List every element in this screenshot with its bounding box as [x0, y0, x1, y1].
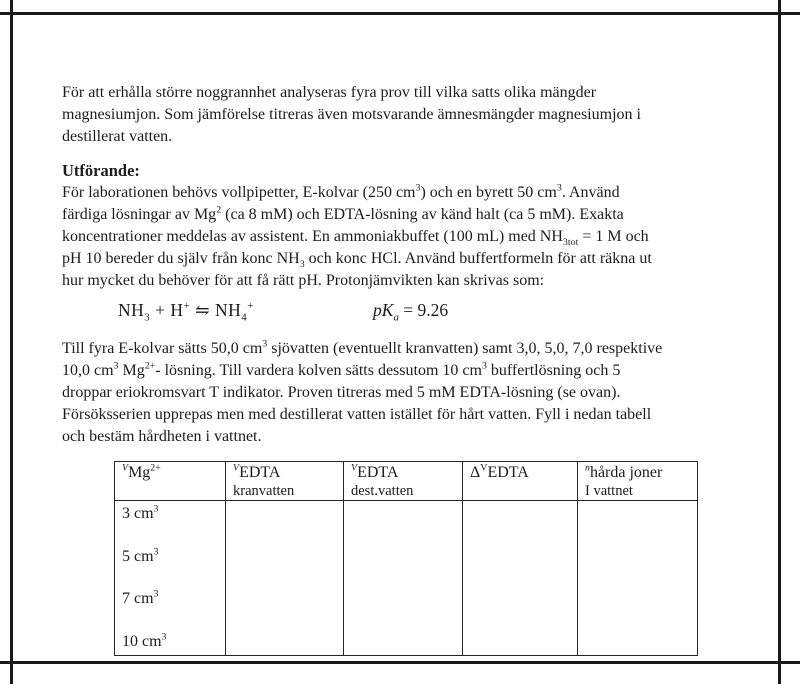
table-header-row: [115, 462, 698, 501]
col-header-v-mg-label: $^VMg^{2+}$: [122, 462, 161, 481]
text-line: destillerat vatten.: [62, 128, 173, 145]
series-paragraph: [62, 338, 662, 448]
text-line: 10 $cm^3$: [122, 631, 167, 650]
cell-v-edta-destvatten-blank: [344, 501, 463, 656]
text-line: För laborationen behövs vollpipetter, E-kolvar (250 $cm^3$) och en byrett 50 $cm^3$. Använd: [62, 182, 620, 201]
page-border-bottom: [0, 661, 800, 664]
cell-v-mg-volumes: [115, 501, 226, 656]
text-line: pH 10 bereder du själv från konc $NH_3$ och konc HCl. Använd buffertformeln för att räkna ut: [62, 250, 652, 271]
cell-n-harda-joner-blank: [578, 501, 698, 656]
text-line: 7 $cm^3$: [122, 588, 159, 607]
col-header-n-harda-joner-label: $^n$hårda joner: [585, 462, 663, 481]
procedure-paragraph: [62, 182, 652, 292]
col-header-v-edta-kranvatten-sub: kranvatten: [233, 483, 295, 499]
col-header-n-harda-joner-sub: I vattnet: [585, 483, 633, 499]
text-line: färdiga lösningar av Mg$^2$ (ca 8 mM) och EDTA-lösning av känd halt (ca 5 mM). Exakta: [62, 204, 624, 223]
pka-value: $pK_a = 9.26$: [373, 300, 449, 324]
text-line: 5 $cm^3$: [122, 546, 159, 565]
cell-delta-v-edta-blank: [463, 501, 578, 656]
col-header-n-harda-joner: [578, 462, 698, 501]
text-line: hur mycket du behöver för att få rätt pH. Protonjämvikten kan skrivas som:: [62, 272, 545, 289]
table-body-row: [115, 501, 698, 656]
reaction-formula: $NH_3 + H^+$ ⇋ $NH_4^+$: [118, 300, 254, 324]
intro-paragraph: [62, 82, 641, 148]
procedure-heading: Utförande:: [62, 161, 140, 180]
col-header-v-mg: [115, 462, 226, 501]
page-border-left: [10, 0, 13, 684]
cell-v-edta-kranvatten-blank: [226, 501, 344, 656]
col-header-v-edta-kranvatten-label: $^V$EDTA: [233, 462, 281, 481]
text-line: Till fyra E-kolvar sätts 50,0 $cm^3$ sjövatten (eventuellt kranvatten) samt 3,0, 5,0, 7,0 respektive: [62, 338, 663, 357]
text-line: droppar eriokromsvart T indikator. Proven titreras med 5 mM EDTA-lösning (se ovan).: [62, 384, 621, 401]
text-line: 10,0 $cm^3$ $Mg^{2+}-$ lösning. Till vardera kolven sätts dessutom 10 $cm^3$ buffertlösning och 5: [62, 360, 621, 379]
col-header-v-edta-destvatten-label: $^V$EDTA: [351, 462, 399, 481]
col-header-delta-v-edta: [463, 462, 578, 501]
text-line: och bestäm hårdheten i vattnet.: [62, 428, 262, 445]
text-line: För att erhålla större noggrannhet analyseras fyra prov till vilka satts olika mängder: [62, 84, 597, 101]
text-line: koncentrationer meddelas av assistent. En ammoniakbuffet (100 mL) med $NH_{3tot} = 1$ M och: [62, 228, 649, 249]
results-table-header: [115, 462, 698, 501]
col-header-v-edta-destvatten: [344, 462, 463, 501]
text-line: Försöksserien upprepas men med destillerat vatten istället för hårt vatten. Fyll i nedan tabell: [62, 406, 652, 423]
col-header-v-edta-kranvatten: [226, 462, 344, 501]
text-line: 3 $cm^3$: [122, 503, 159, 522]
col-header-delta-v-edta-label: $\Delta^VEDTA$: [470, 462, 529, 481]
col-header-v-edta-destvatten-sub: dest.vatten: [351, 483, 414, 499]
results-table: [114, 461, 698, 656]
page-border-right: [778, 0, 781, 684]
results-table-body: [115, 501, 698, 656]
equilibrium-equation: [62, 300, 738, 326]
page-border-top: [0, 12, 800, 15]
text-line: magnesiumjon. Som jämförelse titreras även motsvarande ämnesmängder magnesiumjon i: [62, 106, 641, 123]
